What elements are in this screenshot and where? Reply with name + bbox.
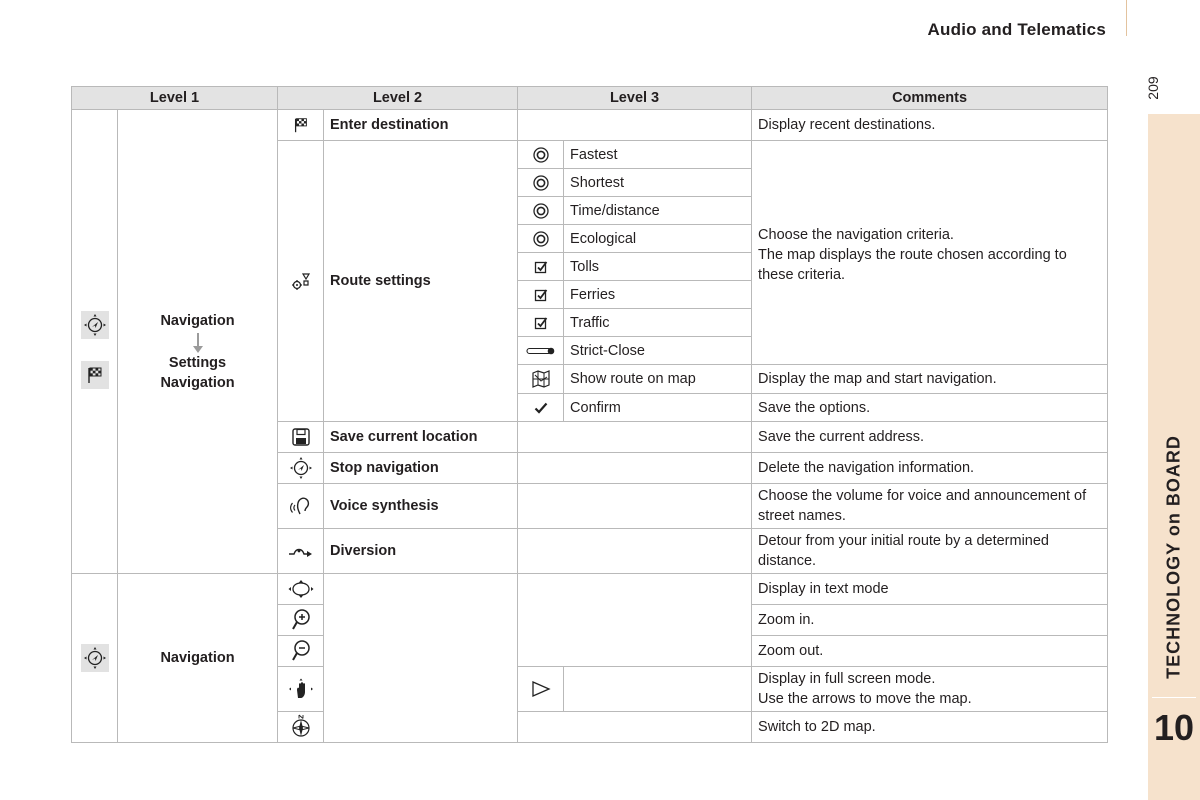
- page-number: 209: [1145, 76, 1161, 100]
- radio-button-icon: [532, 174, 550, 192]
- level1-label-navigation-2: Navigation: [160, 374, 235, 391]
- column-header-level1: Level 1: [72, 87, 278, 110]
- level1-icons-cell: [72, 110, 118, 574]
- route-settings-comment-line1: Choose the navigation criteria.: [758, 227, 954, 243]
- level1-label-navigation: Navigation: [160, 312, 235, 329]
- group2-level2-empty: [324, 574, 518, 743]
- zoom-out-icon-cell: [278, 636, 324, 667]
- route-option-strict-close: Strict-Close: [564, 337, 752, 365]
- hand-pan-icon: [288, 678, 314, 700]
- arrow-down-icon: [197, 333, 199, 347]
- compass-icon-cell: [278, 712, 324, 743]
- level1-navigation-settings-label: [118, 110, 278, 574]
- voice-synthesis-comment: Choose the volume for voice and announcement of street names.: [752, 484, 1108, 529]
- chapter-number: 10: [1153, 707, 1195, 748]
- slider-icon: [526, 346, 556, 356]
- route-option-ecological: Ecological: [564, 225, 752, 253]
- zoom-out-icon: [291, 639, 311, 663]
- enter-destination-icon-cell: [278, 110, 324, 141]
- diversion-comment: Detour from your initial route by a determined distance.: [752, 529, 1108, 574]
- stop-navigation-label: Stop navigation: [324, 453, 518, 484]
- route-settings-icon-cell: [278, 141, 324, 422]
- text-mode-icon-cell: [278, 574, 324, 605]
- checkbox-icon: [534, 316, 548, 330]
- confirm-comment: Save the options.: [752, 394, 1108, 422]
- save-location-label: Save current location: [324, 422, 518, 453]
- navigation-icon: [81, 644, 109, 672]
- time-distance-icon-cell: [518, 197, 564, 225]
- route-option-fastest: Fastest: [564, 141, 752, 169]
- radio-button-icon: [532, 230, 550, 248]
- save-location-comment: Save the current address.: [752, 422, 1108, 453]
- play-triangle-icon-cell: [518, 667, 564, 712]
- save-location-level3-empty: [518, 422, 752, 453]
- level1-group2-label: Navigation: [118, 574, 278, 743]
- compass-icon: [288, 714, 314, 740]
- header-divider: [1126, 0, 1127, 36]
- route-option-ferries: Ferries: [564, 281, 752, 309]
- group2-level3-empty-top: [518, 574, 752, 667]
- radio-button-icon: [532, 202, 550, 220]
- voice-synthesis-label: Voice synthesis: [324, 484, 518, 529]
- fastest-icon-cell: [518, 141, 564, 169]
- level1-label-settings: Settings: [168, 354, 227, 371]
- radio-button-icon: [532, 146, 550, 164]
- switch-2d-level3-empty: [518, 712, 752, 743]
- diversion-label: Diversion: [324, 529, 518, 574]
- enter-destination-level3-empty: [518, 110, 752, 141]
- zoom-in-icon-cell: [278, 605, 324, 636]
- diversion-icon-cell: [278, 529, 324, 574]
- stop-navigation-icon-cell: [278, 453, 324, 484]
- full-screen-comment: [752, 667, 1108, 712]
- route-option-tolls: Tolls: [564, 253, 752, 281]
- full-screen-comment-line2: Use the arrows to move the map.: [758, 691, 972, 707]
- voice-icon: [289, 495, 313, 517]
- full-screen-level3-empty: [564, 667, 752, 712]
- route-settings-comment: [752, 141, 1108, 365]
- checkbox-icon: [534, 288, 548, 302]
- ferries-icon-cell: [518, 281, 564, 309]
- full-screen-comment-line1: Display in full screen mode.: [758, 671, 936, 687]
- section-title-text: TECHNOLOGY on BOARD: [1163, 435, 1184, 679]
- navigation-icon: [289, 456, 313, 480]
- checkbox-icon: [534, 260, 548, 274]
- stop-navigation-level3-empty: [518, 453, 752, 484]
- page-header-title: Audio and Telematics: [927, 20, 1106, 39]
- navigation-icon: [81, 311, 109, 339]
- enter-destination-label: Enter destination: [324, 110, 518, 141]
- show-route-comment: Display the map and start navigation.: [752, 365, 1108, 394]
- checkered-flag-icon: [81, 361, 109, 389]
- shortest-icon-cell: [518, 169, 564, 197]
- traffic-icon-cell: [518, 309, 564, 337]
- tolls-icon-cell: [518, 253, 564, 281]
- route-settings-comment-line2: The map displays the route chosen according to these criteria.: [758, 247, 1067, 283]
- floppy-disk-icon: [291, 427, 311, 447]
- navigation-menu-table: [71, 86, 1108, 743]
- route-option-shortest: Shortest: [564, 169, 752, 197]
- column-header-level3: Level 3: [518, 87, 752, 110]
- diversion-icon: [288, 544, 314, 558]
- route-settings-icon: [290, 270, 312, 292]
- strict-close-icon-cell: [518, 337, 564, 365]
- show-route-icon-cell: [518, 365, 564, 394]
- zoom-in-icon: [291, 608, 311, 632]
- confirm-label: Confirm: [564, 394, 752, 422]
- text-mode-comment: Display in text mode: [752, 574, 1108, 605]
- side-tab-divider: [1152, 697, 1196, 698]
- route-option-time-distance: Time/distance: [564, 197, 752, 225]
- move-arrows-icon: [288, 580, 314, 598]
- route-option-traffic: Traffic: [564, 309, 752, 337]
- confirm-icon-cell: [518, 394, 564, 422]
- diversion-level3-empty: [518, 529, 752, 574]
- zoom-in-comment: Zoom in.: [752, 605, 1108, 636]
- zoom-out-comment: Zoom out.: [752, 636, 1108, 667]
- map-icon: [531, 369, 551, 389]
- route-settings-label: Route settings: [324, 141, 518, 422]
- checkmark-icon: [534, 402, 548, 414]
- column-header-level2: Level 2: [278, 87, 518, 110]
- checkered-flag-icon: [292, 116, 310, 134]
- level1-group2-icon-cell: [72, 574, 118, 743]
- column-header-comments: Comments: [752, 87, 1108, 110]
- full-screen-icon-cell: [278, 667, 324, 712]
- voice-synthesis-icon-cell: [278, 484, 324, 529]
- save-location-icon-cell: [278, 422, 324, 453]
- show-route-label: Show route on map: [564, 365, 752, 394]
- play-triangle-icon: [531, 680, 551, 698]
- switch-2d-comment: Switch to 2D map.: [752, 712, 1108, 743]
- ecological-icon-cell: [518, 225, 564, 253]
- stop-navigation-comment: Delete the navigation information.: [752, 453, 1108, 484]
- enter-destination-comment: Display recent destinations.: [752, 110, 1108, 141]
- voice-synthesis-level3-empty: [518, 484, 752, 529]
